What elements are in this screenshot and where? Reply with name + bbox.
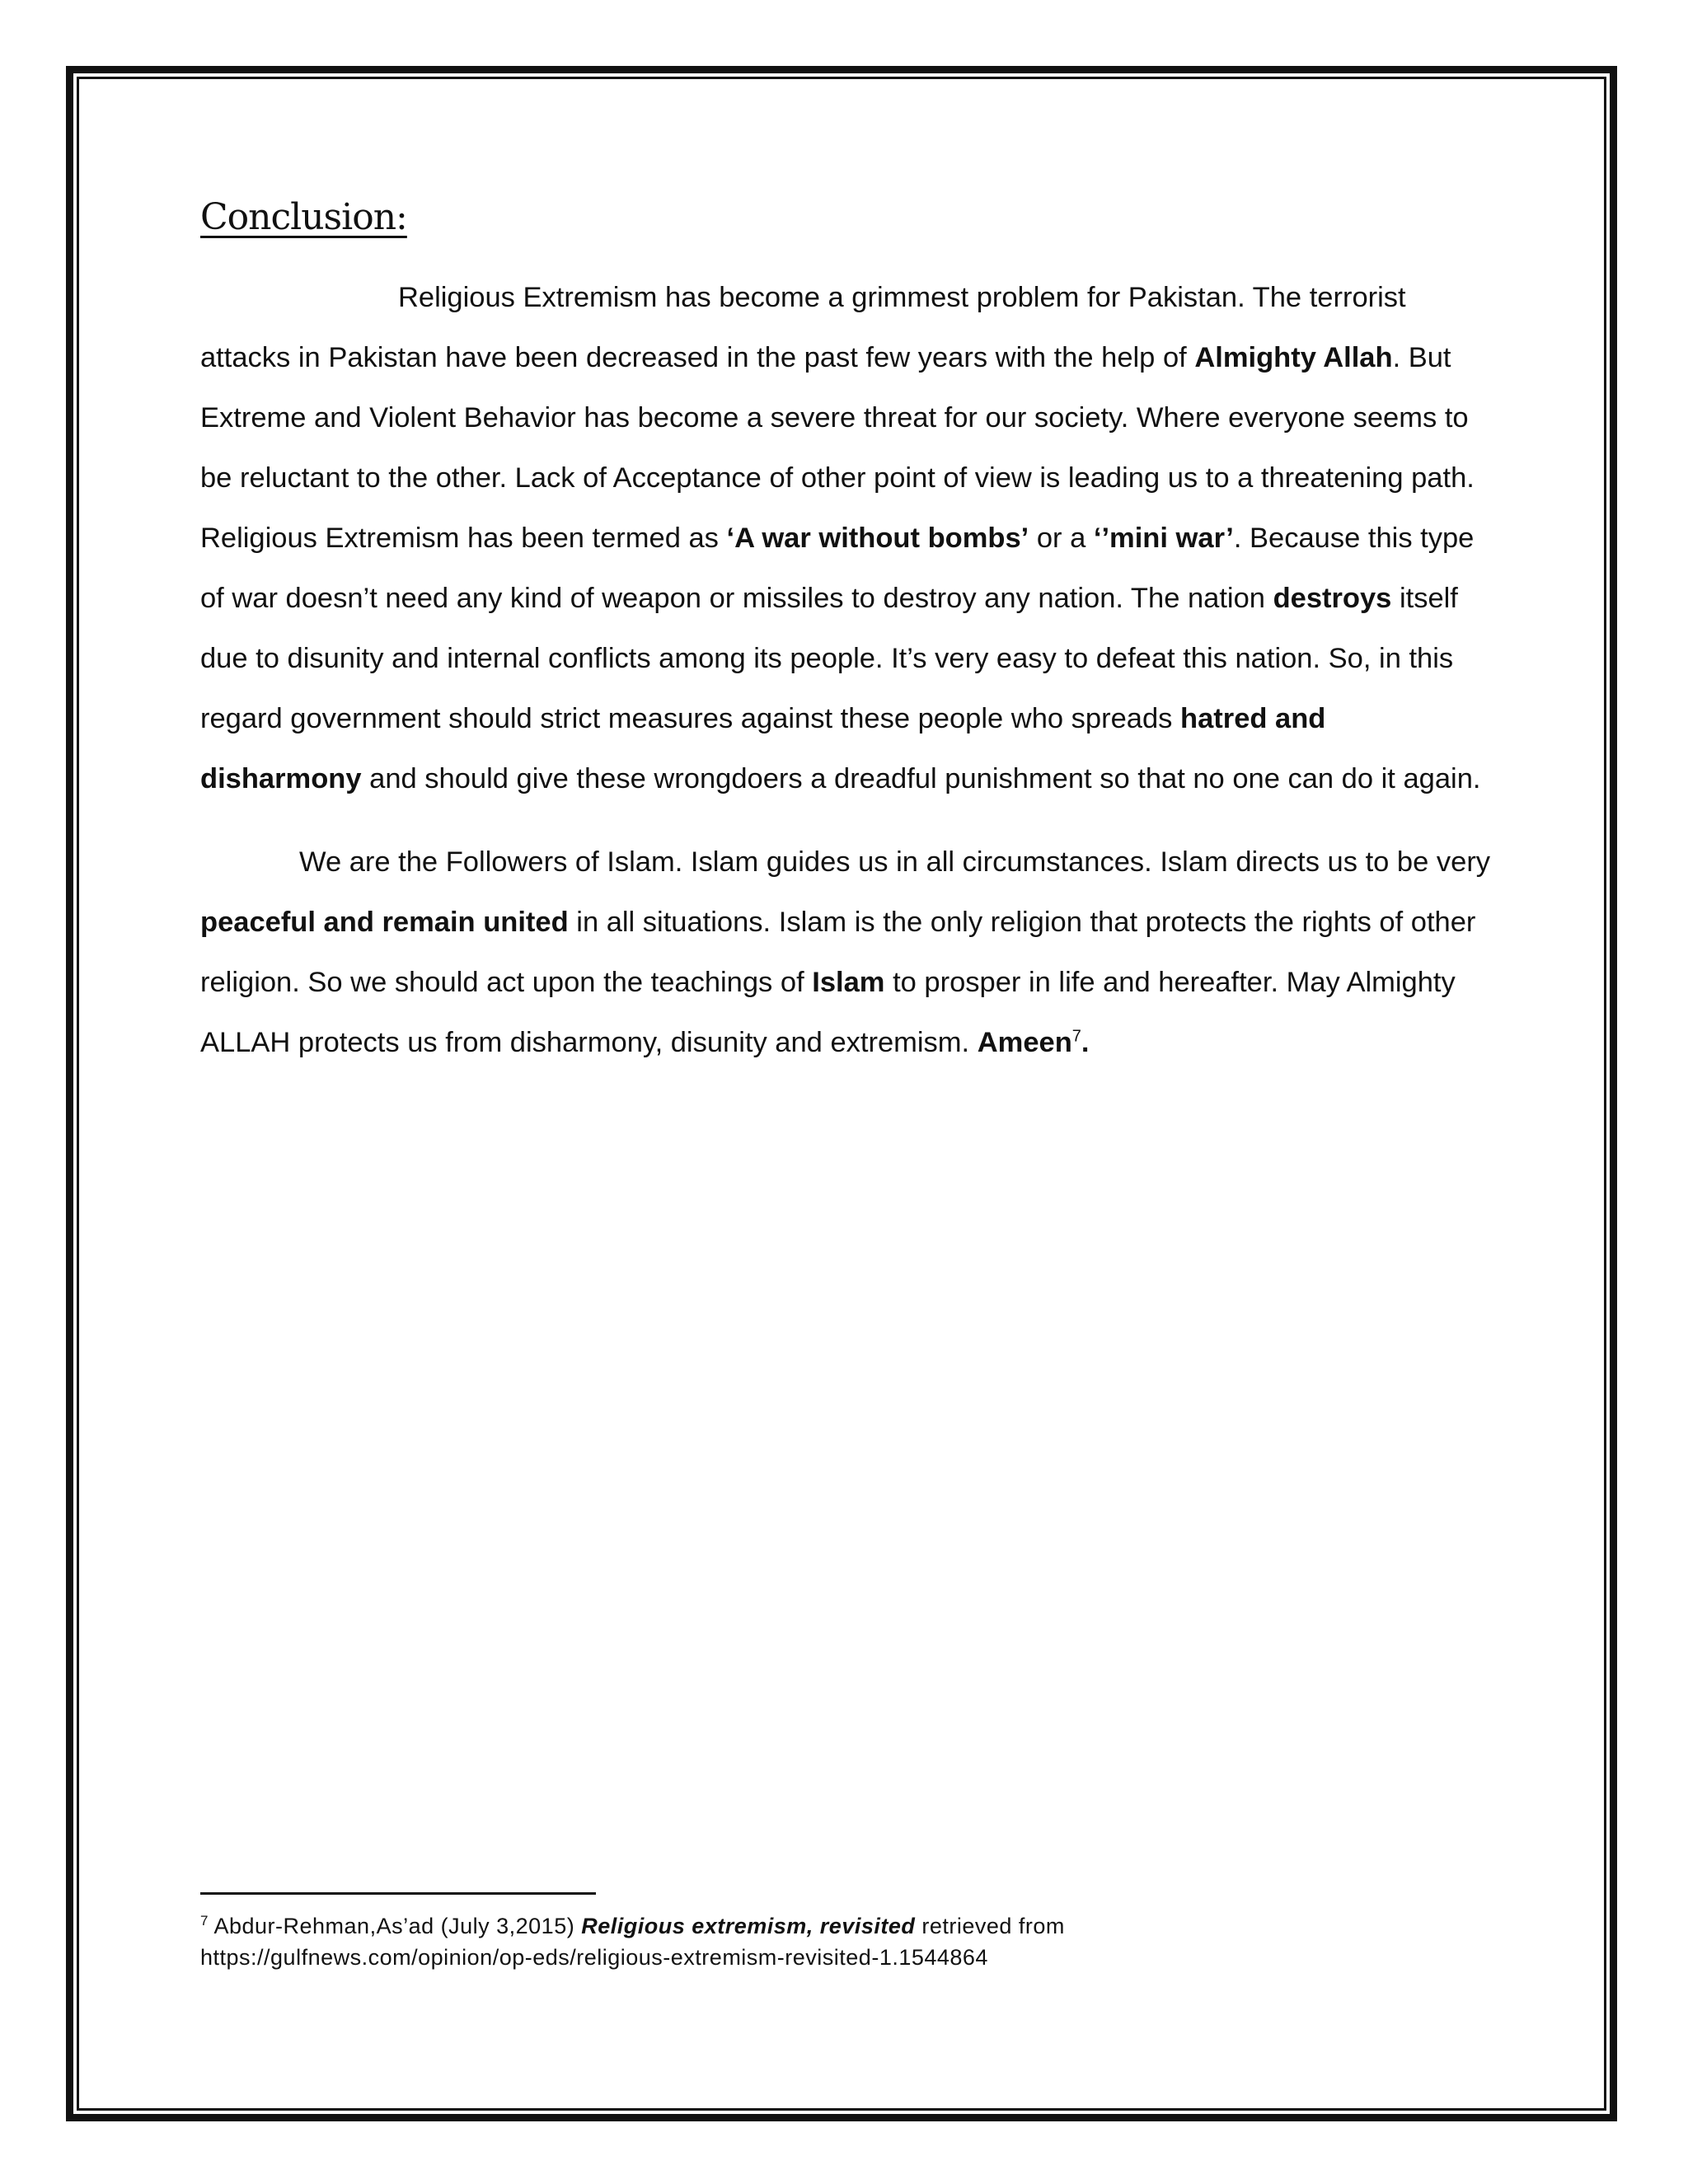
paragraph-2-text: in all situations. Islam is the only religion that protects the rights of other religion. So we should act upon the teachings of [200, 907, 1476, 998]
paragraph-2-text: We are the Followers of Islam. Islam guides us in all circumstances. Islam directs us to be very [299, 846, 1491, 878]
paragraph-2-bold-4: . [1081, 1027, 1090, 1058]
paragraph-2-bold-1: peaceful and remain united [200, 907, 569, 938]
paragraph-2-text: to prosper in life and hereafter. May Almighty ALLAH protects us from disharmony, disunity and extremism. [200, 967, 1456, 1058]
paragraph-1-bold-5: hatred and disharmony [200, 703, 1326, 794]
footnote-url[interactable]: https://gulfnews.com/opinion/op-eds/religious-extremism-revisited-1.1544864 [200, 1945, 988, 1970]
footnote [200, 1910, 1437, 1973]
paragraph-1-text: itself due to disunity and internal conflicts among its people. It’s very easy to defeat this nation. So, in this regard government should strict measures against these people who spreads [200, 583, 1458, 734]
footnote-author: Abdur-Rehman,As’ad (July 3,2015) [208, 1914, 582, 1938]
footnote-separator [200, 1892, 596, 1895]
paragraph-1-text: . But Extreme and Violent Behavior has become a severe threat for our society. Where everyone seems to be reluctant to the other. Lack of Acceptance of other point of view is leading us to a threatening path. Religious Extremism has been termed as [200, 342, 1475, 554]
paragraph-2-bold-2: Islam [812, 967, 885, 998]
paragraph-1-bold-3: ‘’mini war’ [1093, 523, 1234, 554]
paragraph-1-bold-1: Almighty Allah [1194, 342, 1393, 373]
footnote-line-1 [200, 1910, 1437, 1942]
footnote-marker: 7 [200, 1913, 209, 1929]
footnote-retrieved: retrieved from [915, 1914, 1065, 1938]
document-body [200, 196, 1494, 1073]
paragraph-1-text: and should give these wrongdoers a dreadful punishment so that no one can do it again. [361, 763, 1481, 794]
section-heading: Conclusion: [200, 196, 407, 238]
paragraph-1-text: or a [1029, 523, 1094, 554]
paragraph-2-bold-3: Ameen [977, 1027, 1072, 1058]
paragraph-1-bold-4: destroys [1273, 583, 1392, 614]
footnote-title: Religious extremism, revisited [581, 1914, 916, 1938]
paragraph-1-text: Religious Extremism has become a grimmest problem for Pakistan. The terrorist attacks in Pakistan have been decreased in the past few years with the help of [200, 282, 1406, 373]
paragraph-1-bold-2: ‘A war without bombs’ [726, 523, 1029, 554]
paragraph-1-text: . Because this type of war doesn’t need any kind of weapon or missiles to destroy any nation. The nation [200, 523, 1475, 614]
paragraph-1 [200, 268, 1494, 809]
paragraph-2 [200, 832, 1494, 1073]
footnote-reference[interactable]: 7 [1071, 1027, 1081, 1046]
